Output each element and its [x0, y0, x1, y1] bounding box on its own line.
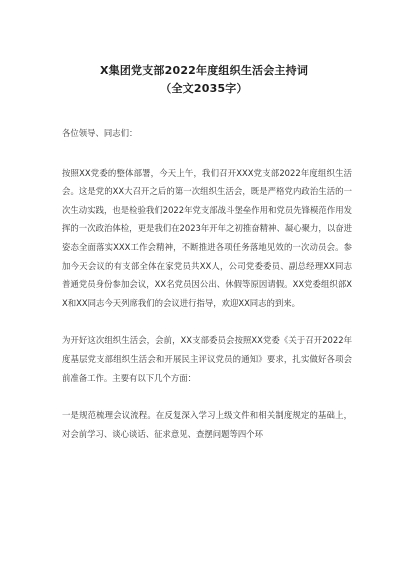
- paragraph-process: 一是规范梳理会议流程。在反复深入学习上级文件和相关制度规定的基础上，对会前学习、谈心谈话、征求意见、查摆问题等四个环: [62, 410, 352, 439]
- paragraph-preparation: 为开好这次组织生活会，会前，XX支部委员会按照XX党委《关于召开2022年度基层党支部组织生活会和开展民主评议党员的通知》要求，扎实做好各项会前准备工作。主要有以下几个方面：: [62, 335, 352, 383]
- greeting-line: 各位领导、同志们：: [62, 128, 138, 138]
- document-word-count: （全文2035字）: [160, 82, 248, 95]
- paragraph-opening: 按照XX党委的整体部署，今天上午，我们召开XXX党支部2022年度组织生活会。这是党的XX大召开之后的第一次组织生活会，既是严格党内政治生活的一次生动实践，也是检验我们2022年党支部战斗堡垒作用和党员先锋模范作用发挥的一次政治体检，更是我们在2023年开年之初推奋精神、凝心聚力，以奋进姿态全面落实XXX工作会精神，不断推进各项任务落地见效的一次动员会。参加今天会议的有支部全体在家党员共XX人，公司党委委员、副总经理XX同志普通党员身份参加会议，XX名党员因公出、休假等原因请假。XX党委组织部XX和XX同志今天列席我们的会议进行指导，欢迎XX同志的到来。: [62, 167, 352, 308]
- document-body: [62, 124, 352, 462]
- document-title: X集团党支部2022年度组织生活会主持词: [99, 64, 309, 77]
